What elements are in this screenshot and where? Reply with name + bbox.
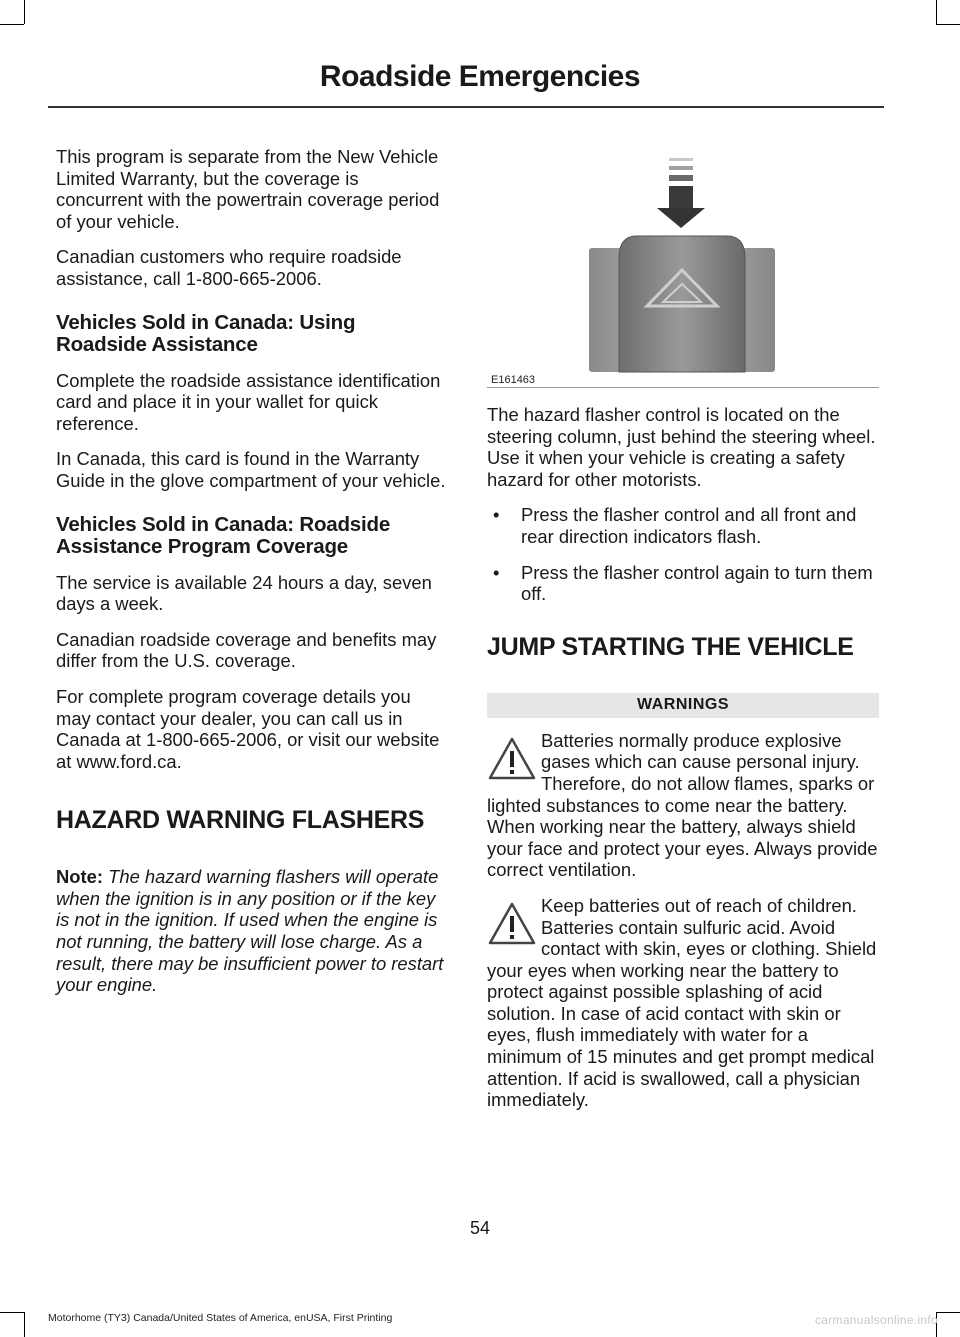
button-cap <box>619 236 745 372</box>
crop-mark <box>936 1312 960 1313</box>
crop-mark <box>24 0 25 24</box>
list-item <box>487 562 879 605</box>
section-heading: JUMP STARTING THE VEHICLE <box>487 632 854 661</box>
right-column <box>487 140 879 1125</box>
warning-triangle-icon <box>487 901 537 947</box>
list-item <box>487 504 879 547</box>
hazard-button-figure <box>487 140 879 388</box>
crop-mark <box>24 1312 25 1337</box>
page-title: Roadside Emergencies <box>319 60 641 93</box>
paragraph: The service is available 24 hours a day, seven days a week. <box>56 571 432 615</box>
figure-code: E161463 <box>491 374 536 386</box>
figure-divider <box>487 387 879 388</box>
footer-text: Motorhome (TY3) Canada/United States of America, enUSA, First Printing <box>48 1312 393 1324</box>
list-item-text: Press the flasher control again to turn them off. <box>521 561 873 605</box>
subheading: Vehicles Sold in Canada: Using Roadside Assistance <box>56 310 356 356</box>
watermark: carmanualsonline.info <box>814 1313 938 1327</box>
warning-text: Keep batteries out of reach of children. Batteries contain sulfuric acid. Avoid contact with skin, eyes or clothing. Shield your eyes when working near the battery to protect against possible splashing of acid solution. In case of acid contact with skin or eyes, flush immediately with water for a minimum of 15 minutes and get prompt medical attention. If acid is swallowed, call a physician immediately. <box>487 894 877 1111</box>
page-number: 54 <box>469 1218 491 1238</box>
paragraph: Canadian customers who require roadside assistance, call 1-800-665-2006. <box>56 246 402 289</box>
bullet-icon: • <box>493 561 500 583</box>
crop-mark <box>0 24 24 25</box>
subheading: Vehicles Sold in Canada: Roadside Assistance Program Coverage <box>56 512 391 558</box>
left-column <box>56 146 448 1010</box>
warning-block <box>487 895 879 1111</box>
crop-mark <box>0 1312 24 1313</box>
crop-mark <box>936 24 960 25</box>
paragraph: In Canada, this card is found in the Warranty Guide in the glove compartment of your vehicle. <box>56 448 446 491</box>
note-label: Note: <box>56 866 103 888</box>
warning-triangle-icon <box>487 736 537 782</box>
arrow-tail-stripe <box>669 175 693 181</box>
hazard-button-illustration <box>487 140 879 388</box>
section-heading: HAZARD WARNING FLASHERS <box>56 806 425 835</box>
bullet-list <box>487 504 879 604</box>
arrow-tail-stripe <box>669 166 693 170</box>
list-item-text: Press the flasher control and all front and rear direction indicators flash. <box>521 504 857 547</box>
arrow-head-icon <box>657 208 705 228</box>
note <box>56 866 448 996</box>
note-text: The hazard warning flashers will operate when the ignition is in any position or if the key is not in the ignition. If used when the engine is not running, the battery will lose charge. As a result, there may be insufficient power to restart your engine. <box>56 866 444 996</box>
paragraph: Canadian roadside coverage and benefits may differ from the U.S. coverage. <box>56 628 437 672</box>
bullet-icon: • <box>493 504 500 526</box>
paragraph: Complete the roadside assistance identification card and place it in your wallet for quick reference. <box>56 369 441 434</box>
arrow-tail-stripe <box>669 158 693 161</box>
warning-block <box>487 730 879 881</box>
warning-text: Batteries normally produce explosive gases which can cause personal injury. Therefore, do not allow flames, sparks or lighted substances to come near the battery. When working near the battery, always shield your face and protect your eyes. Always provide correct ventilation. <box>487 729 878 881</box>
crop-mark <box>936 0 937 24</box>
paragraph: This program is separate from the New Vehicle Limited Warranty, but the coverage is concurrent with the powertrain coverage period of your vehicle. <box>56 146 440 232</box>
warnings-header: WARNINGS <box>487 693 879 718</box>
paragraph: For complete program coverage details you may contact your dealer, you can call us in Canada at 1-800-665-2006, or visit our website at www.ford.ca. <box>56 685 440 772</box>
header-divider <box>48 106 884 108</box>
paragraph: The hazard flasher control is located on the steering column, just behind the steering wheel. Use it when your vehicle is creating a safety hazard for other motorists. <box>487 404 876 490</box>
arrow-shaft <box>669 186 693 208</box>
